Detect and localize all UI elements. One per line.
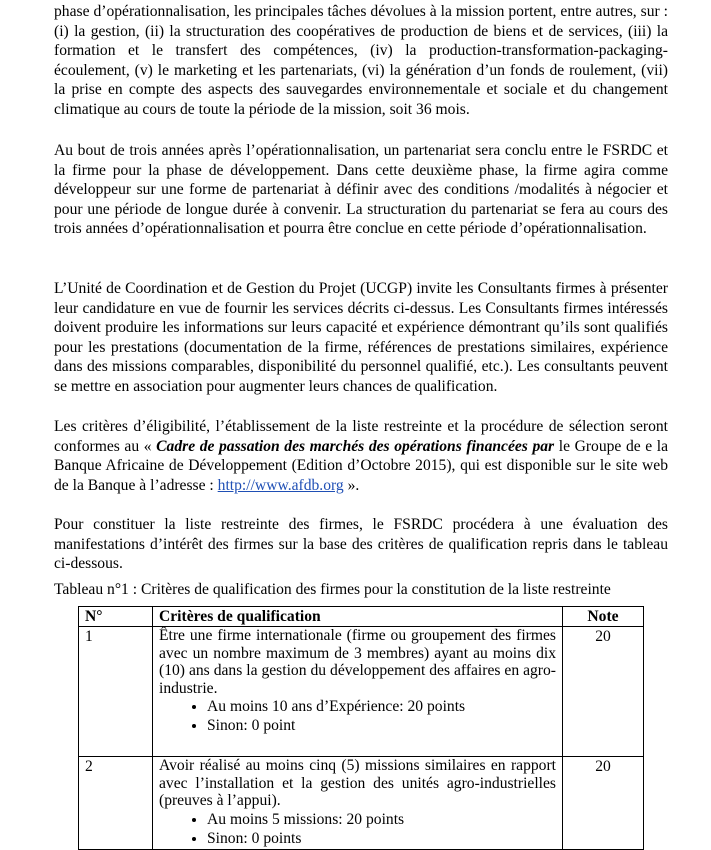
paragraph-invitation: L’Unité de Coordination et de Gestion du Projet (UCGP) invite les Consultants firmes à présenter leur candidature en vue de fournir les services décrits ci-dessus. Les Consultants firmes intéressés doivent produire les informations sur leurs capacité et expérience démontrant qu’ils sont qualifiés pour les prestations (documentation de la firme, références de prestations similaires, expérience dans des missions comparables, disponibilité du personnel qualifié, etc.). Les consultants peuvent se mettre en association pour augmenter leurs chances de qualification. [54,280,668,395]
paragraph-eligibility [54,417,668,495]
row-criteria [153,627,563,757]
bullet-item: • Sinon: 0 point [207,716,556,735]
row-criteria [153,757,563,850]
criteria-text: Être une firme internationale (firme ou groupement des firmes avec un nombre maximum de 3 membres) ayant au moins dix (10) ans dans la gestion du développement des affaires en agro-industrie. [159,627,556,697]
row-note: 20 [563,757,644,850]
row-note: 20 [563,627,644,757]
table-header-row [79,607,644,627]
bullet-item: • Au moins 5 missions: 20 points [207,810,556,829]
table-caption: Tableau n°1 : Critères de qualification des firmes pour la constitution de la liste restreinte [54,581,611,598]
header-number: N° [79,607,153,627]
table-row [79,627,644,757]
criteria-bullets [159,697,556,735]
header-note: Note [563,607,644,627]
bullet-item: • Au moins 10 ans d’Expérience: 20 points [207,697,556,716]
eligibility-text-start: Les critères d’éligibilité, l’établissement de la liste restreinte et la procédure de sélection seront conformes au « [54,418,668,455]
criteria-text: Avoir réalisé au moins cinq (5) missions similaires en rapport avec l’installation et la gestion des unités agro-industrielles (preuves à l’appui). [159,757,556,809]
eligibility-text-end: ». [343,476,360,494]
paragraph-partnership: Au bout de trois années après l’opérationnalisation, un partenariat sera conclu entre le FSRDC et la firme pour la phase de développement. Dans cette deuxième phase, la firme agira comme développeur sur une forme de partenariat à définir avec des conditions /modalités à négocier et pour une période de longue durée à convenir. La structuration du partenariat se fera au cours des trois années d’opérationnalisation et pourra être conclue en cette période d’opérationnalisation. [54,142,668,237]
criteria-table [78,606,644,850]
header-criteria: Critères de qualification [153,607,563,627]
paragraph-mission-tasks: phase d’opérationnalisation, les principales tâches dévolues à la mission portent, entre autres, sur : (i) la gestion, (ii) la structuration des coopératives de production de biens et de services, (iii) la formation et le transfert des compétences, (iv) la production-transformation-packaging-écoulement, (v) le marketing et les partenariats, (vi) la génération d’un fonds de roulement, (vii) la prise en compte des aspects des sauvegardes environnementale et sociale et du changement climatique au cours de toute la période de la mission, soit 36 mois. [54,3,668,118]
eligibility-text-middle: le Groupe de e la Banque Africaine de Développement (Edition d’Octobre 2015), qui est disponible sur le site web de la Banque à l’adresse : [54,437,669,494]
row-number: 2 [79,757,153,850]
afdb-link[interactable]: http://www.afdb.org [217,476,344,494]
paragraph-shortlist: Pour constituer la liste restreinte des firmes, le FSRDC procédera à une évaluation des manifestations d’intérêt des firmes sur la base des critères de qualification repris dans le tableau ci-dessous. [54,516,668,572]
row-number: 1 [79,627,153,757]
bullet-item: • Sinon: 0 points [207,829,556,848]
table-row [79,757,644,850]
framework-title: Cadre de passation des marchés des opérations financées par [156,437,555,455]
